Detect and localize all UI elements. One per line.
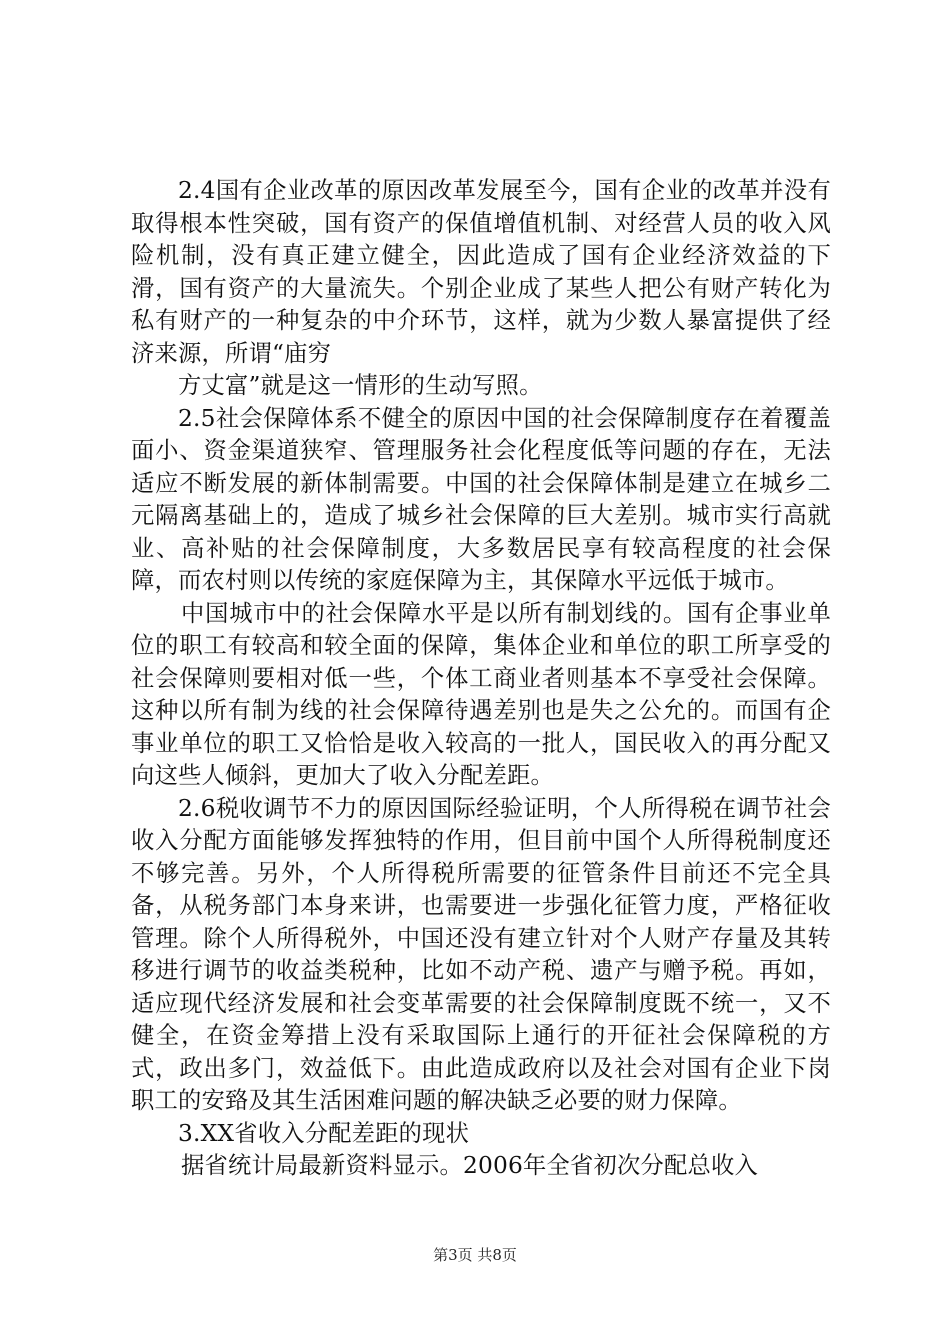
page-number-footer: 第3页 共8页 bbox=[433, 1246, 517, 1264]
paragraph-2-6-tax-regulation: 2.6税收调节不力的原因国际经验证明，个人所得税在调节社会收入分配方面能够发挥独特的作用，但目前中国个人所得税制度还不够完善。另外，个人所得税所需要的征管条件目前还不完全具备，从税务部门本身来讲，也需要进一步强化征管力度，严格征收管理。除个人所得税外，中国还没有建立针对个人财产存量及其转移进行调节的收益类税种，比如不动产税、遗产与赠予税。再如，适应现代经济发展和社会变革需要的社会保障制度既不统一，又不健全，在资金筹措上没有采取国际上通行的开征社会保障税的方式，政出多门，效益低下。由此造成政府以及社会对国有企业下岗职工的安臵及其生活困难问题的解决缺乏必要的财力保障。 bbox=[131, 794, 831, 1114]
document-body bbox=[131, 175, 831, 1183]
paragraph-2-4-soe-reform: 2.4国有企业改革的原因改革发展至今，国有企业的改革并没有取得根本性突破，国有资产的保值增值机制、对经营人员的收入风险机制，没有真正建立健全，因此造成了国有企业经济效益的下滑，国有资产的大量流失。个别企业成了某些人把公有财产转化为私有财产的一种复杂的中介环节，这样，就为少数人暴富提供了经济来源，所谓“庙穷 bbox=[131, 177, 831, 367]
paragraph-2-5-social-security: 2.5社会保障体系不健全的原因中国的社会保障制度存在着覆盖面小、资金渠道狭窄、管理服务社会化程度低等问题的存在，无法适应不断发展的新体制需要。中国的社会保障体制是建立在城乡二元隔离基础上的，造成了城乡社会保障的巨大差别。城市实行高就业、高补贴的社会保障制度，大多数居民享有较高程度的社会保障，而农村则以传统的家庭保障为主，其保障水平远低于城市。 bbox=[131, 404, 831, 594]
paragraph-2-4-continuation: 方丈富”就是这一情形的生动写照。 bbox=[178, 372, 543, 399]
section-heading-3: 3.XX省收入分配差距的现状 bbox=[178, 1119, 470, 1147]
paragraph-provincial-statistics: 据省统计局最新资料显示。2006年全省初次分配总收入 bbox=[181, 1152, 759, 1179]
paragraph-urban-social-security: 中国城市中的社会保障水平是以所有制划线的。国有企事业单位的职工有较高和较全面的保障，集体企业和单位的职工所享受的社会保障则要相对低一些，个体工商业者则基本不享受社会保障。这种以所有制为线的社会保障待遇差别也是失之公允的。而国有企事业单位的职工又恰恰是收入较高的一批人，国民收入的再分配又向这些人倾斜，更加大了收入分配差距。 bbox=[131, 599, 831, 789]
